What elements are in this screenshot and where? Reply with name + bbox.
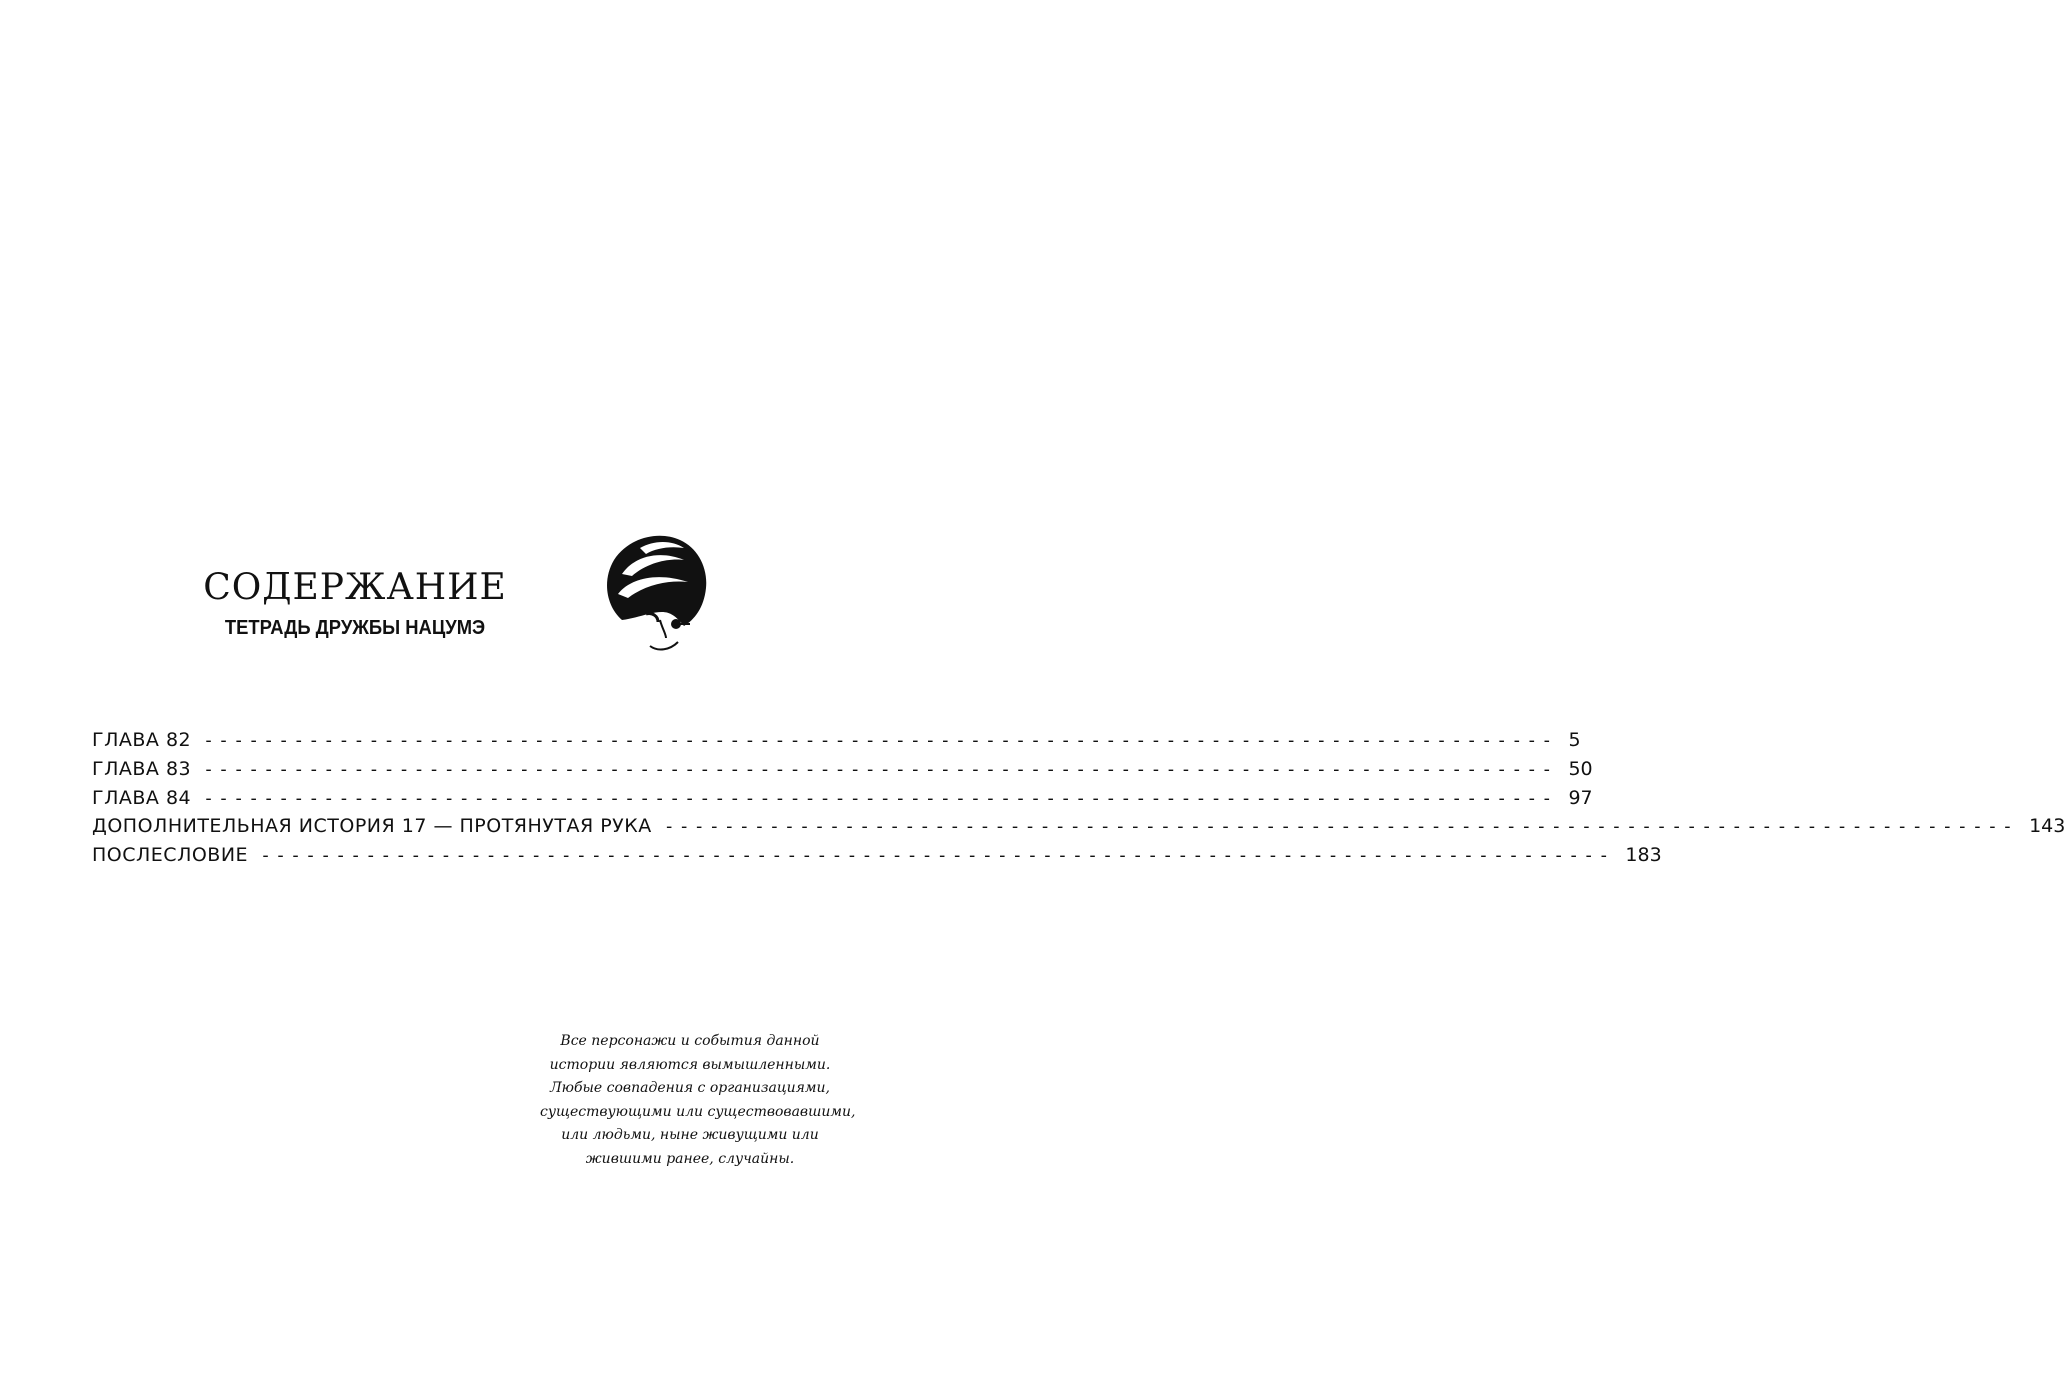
disclaimer-line: Любые совпадения с организациями, — [549, 1080, 831, 1096]
toc-leader: ------------------------------------------------------------------------------------------ — [203, 787, 1557, 809]
toc-leader: ------------------------------------------------------------------------------------------ — [260, 845, 1614, 867]
toc-entry[interactable] — [92, 755, 1593, 784]
disclaimer-line: или людьми, ныне живущими или — [561, 1127, 819, 1143]
toc-entry-page: 5 — [1568, 729, 1581, 751]
toc-entry-label: ДОПОЛНИТЕЛЬНАЯ ИСТОРИЯ 17 — ПРОТЯНУТАЯ РУКА — [92, 815, 652, 838]
toc-leader: ------------------------------------------------------------------------------------------ — [203, 758, 1557, 780]
toc-entry[interactable] — [92, 784, 1593, 813]
toc-entry-page: 50 — [1568, 757, 1593, 780]
toc-entry[interactable] — [92, 841, 1662, 870]
toc-entry-label: ГЛАВА 82 — [92, 729, 192, 751]
toc-leader: ------------------------------------------------------------------------------------------ — [203, 730, 1557, 751]
disclaimer — [540, 1030, 856, 1171]
toc-entry-label: ПОСЛЕСЛОВИЕ — [92, 844, 249, 867]
disclaimer-line: существующими или существовавшими, — [540, 1103, 856, 1120]
disclaimer-line: жившими ранее, случайны. — [585, 1150, 795, 1167]
toc-entry-label: ГЛАВА 83 — [92, 757, 192, 780]
disclaimer-line: истории являются вымышленными. — [549, 1056, 831, 1073]
book-title: ТЕТРАДЬ ДРУЖБЫ НАЦУМЭ — [224, 616, 486, 639]
toc-entry[interactable] — [92, 812, 2066, 841]
stylized-face-with-swirling-hair-icon — [600, 528, 710, 653]
toc-leader: ------------------------------------------------------------------------------------------ — [663, 816, 2018, 838]
disclaimer-line: Все персонажи и события данной — [560, 1033, 820, 1049]
page-title: СОДЕРЖАНИЕ — [203, 567, 507, 608]
table-of-contents — [92, 726, 2066, 870]
toc-entry-page: 183 — [1625, 844, 1662, 867]
toc-entry-page: 143 — [2029, 815, 2066, 838]
toc-entry-page: 97 — [1568, 786, 1593, 809]
contents-heading — [200, 568, 510, 640]
toc-entry[interactable] — [92, 726, 1581, 755]
toc-entry-label: ГЛАВА 84 — [92, 786, 192, 809]
